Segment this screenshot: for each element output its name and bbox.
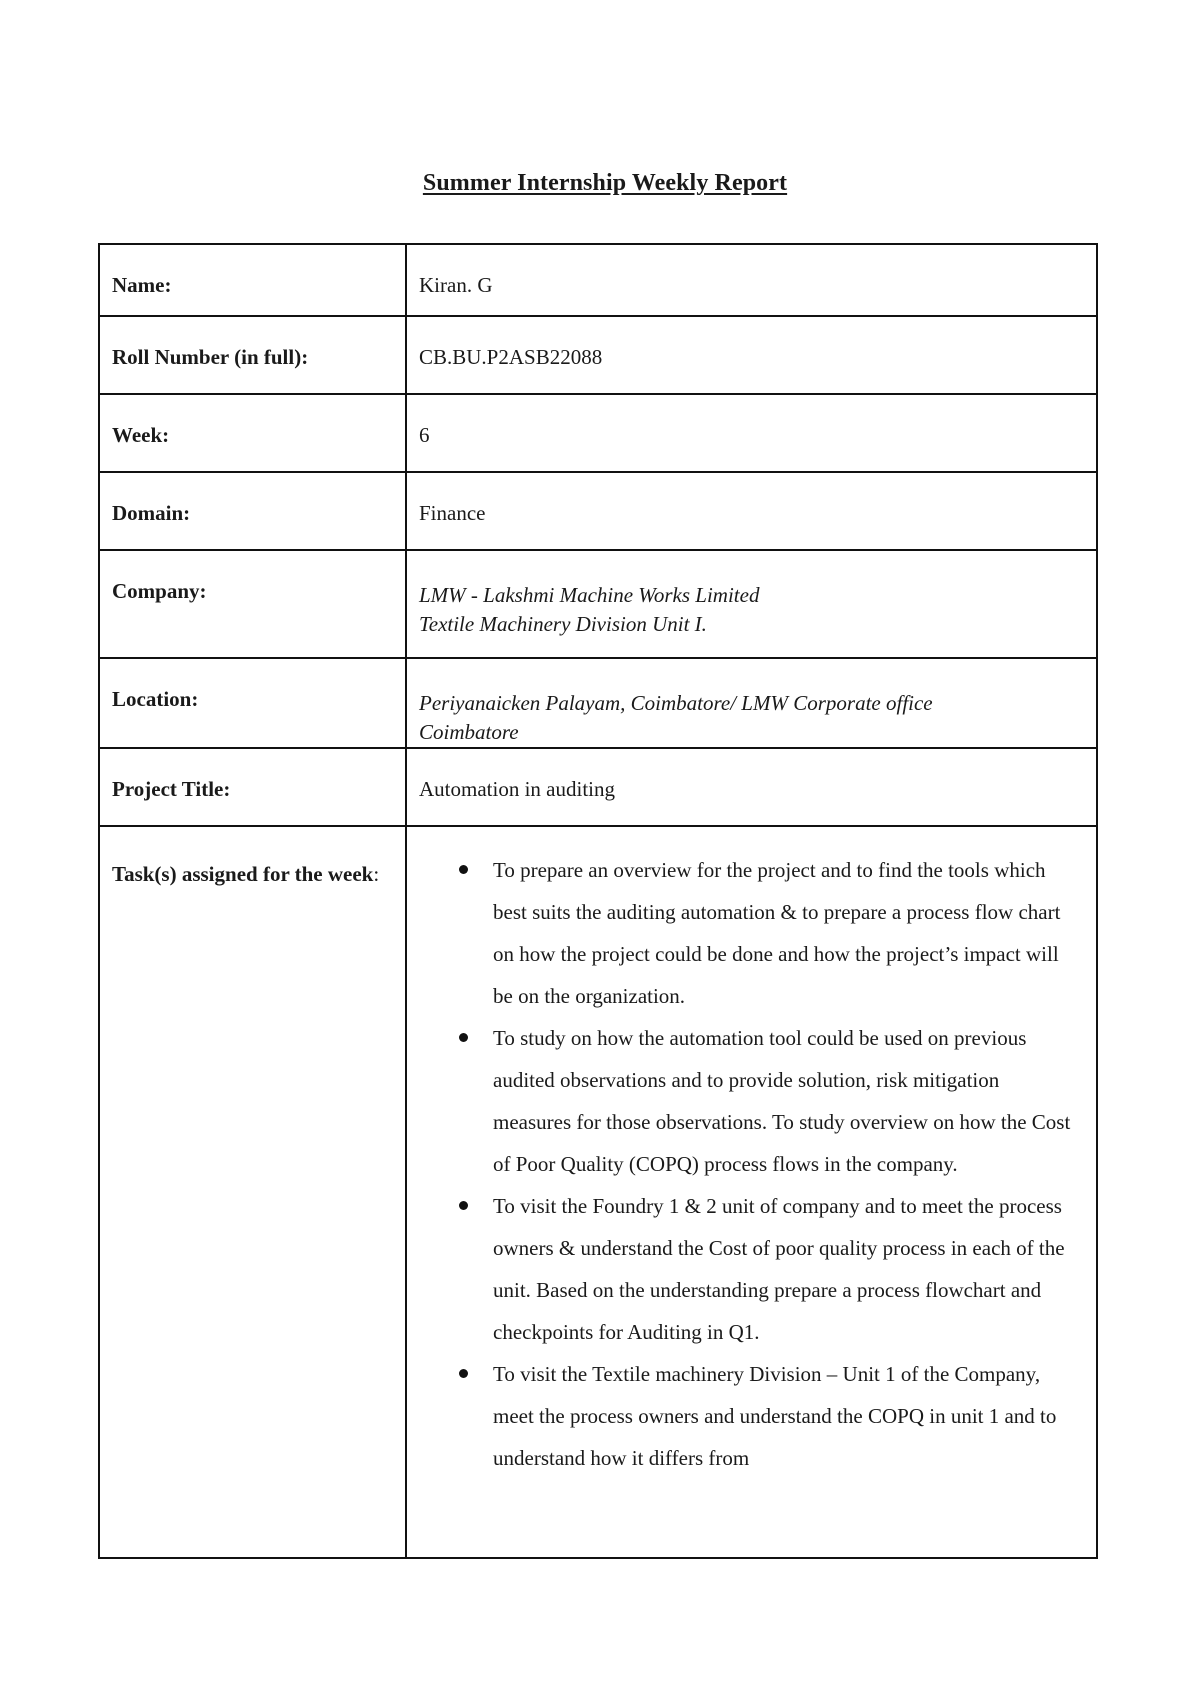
bullet-icon — [459, 1201, 468, 1210]
project-title-label: Project Title: — [99, 748, 406, 826]
table-row-tasks — [99, 826, 1097, 1558]
location-line-2: Coimbatore — [419, 720, 519, 744]
table-row-roll-number — [99, 316, 1097, 394]
table-row-project-title — [99, 748, 1097, 826]
tasks-value — [406, 826, 1097, 1558]
project-title-value: Automation in auditing — [406, 748, 1097, 826]
location-value — [406, 658, 1097, 748]
list-item: To visit the Foundry 1 & 2 unit of company and to meet the process owners & understand the Cost of poor quality process in each of the unit. Based on the understanding prepare a process flowchart and checkpoints for Auditing in Q1. — [419, 1185, 1084, 1353]
name-value: Kiran. G — [406, 244, 1097, 316]
table-row-domain — [99, 472, 1097, 550]
bullet-icon — [459, 865, 468, 874]
company-label: Company: — [99, 550, 406, 658]
week-value: 6 — [406, 394, 1097, 472]
tasks-label-text: Task(s) assigned for the week — [112, 862, 374, 886]
table-row-company — [99, 550, 1097, 658]
table-row-week — [99, 394, 1097, 472]
domain-value: Finance — [406, 472, 1097, 550]
company-line-1: LMW - Lakshmi Machine Works Limited — [419, 583, 760, 607]
report-table — [98, 243, 1098, 1559]
task-list — [419, 827, 1084, 1479]
list-item: To study on how the automation tool could be used on previous audited observations and to provide solution, risk mitigation measures for those observations. To study overview on how the Cost of Poor Quality (COPQ) process flows in the company. — [419, 1017, 1084, 1185]
week-label: Week: — [99, 394, 406, 472]
list-item: To prepare an overview for the project and to find the tools which best suits the auditing automation & to prepare a process flow chart on how the project could be done and how the project’s impact will be on the organization. — [419, 849, 1084, 1017]
roll-number-label: Roll Number (in full): — [99, 316, 406, 394]
roll-number-value: CB.BU.P2ASB22088 — [406, 316, 1097, 394]
tasks-label — [99, 826, 406, 1558]
domain-label: Domain: — [99, 472, 406, 550]
company-line-2: Textile Machinery Division Unit I. — [419, 612, 707, 636]
company-value — [406, 550, 1097, 658]
tasks-label-colon: : — [373, 862, 380, 886]
name-label: Name: — [99, 244, 406, 316]
location-line-1: Periyanaicken Palayam, Coimbatore/ LMW Corporate office — [419, 691, 933, 715]
table-row-name — [99, 244, 1097, 316]
list-item: To visit the Textile machinery Division – Unit 1 of the Company, meet the process owners and understand the COPQ in unit 1 and to understand how it differs from — [419, 1353, 1084, 1479]
bullet-icon — [459, 1369, 468, 1378]
bullet-icon — [459, 1033, 468, 1042]
page-title: Summer Internship Weekly Report — [422, 170, 788, 196]
location-label: Location: — [99, 658, 406, 748]
table-row-location — [99, 658, 1097, 748]
